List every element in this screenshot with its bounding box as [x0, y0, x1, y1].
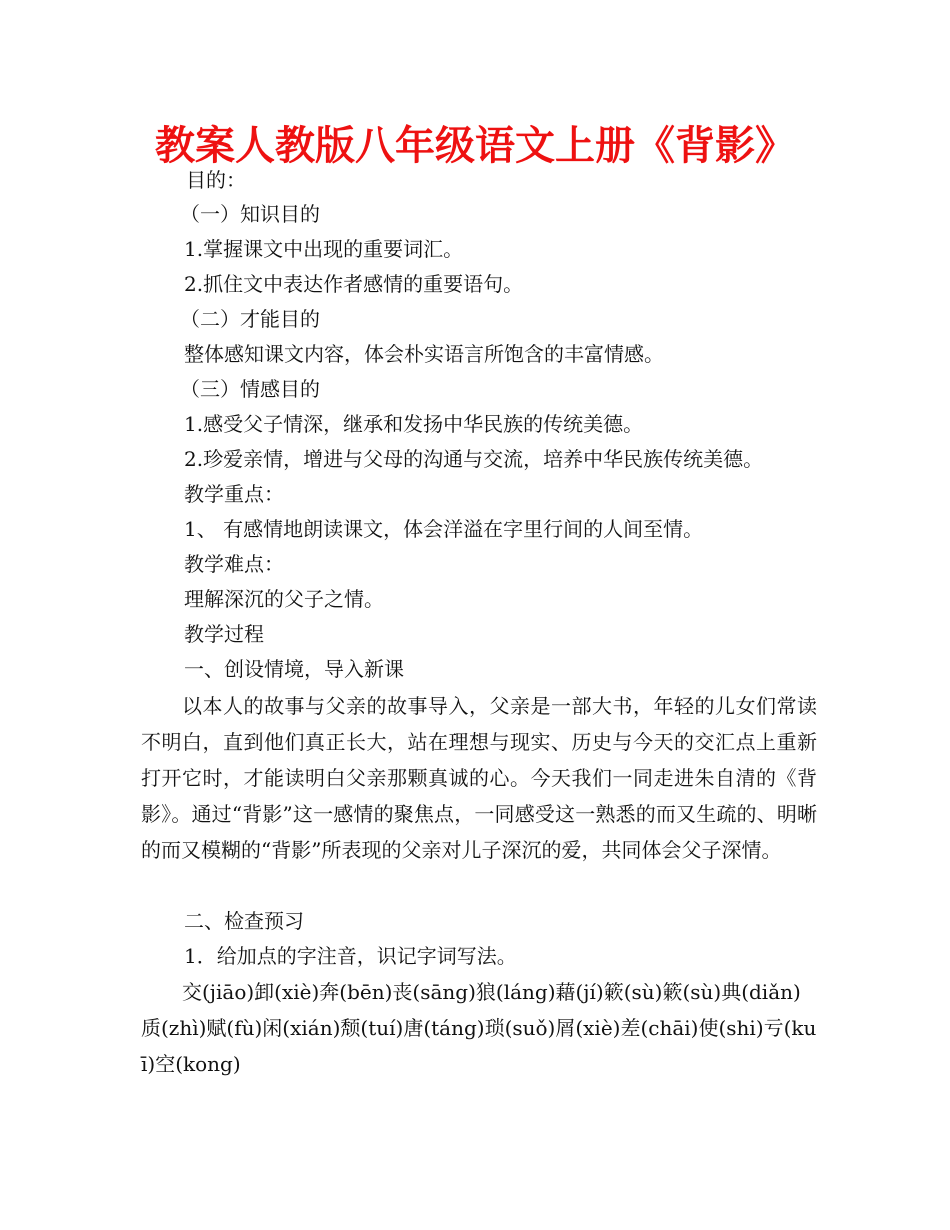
text-line: 教学过程 — [184, 622, 264, 646]
text-line: 理解深沉的父子之情。 — [184, 587, 384, 611]
section-heading: 二、检查预习 — [184, 909, 304, 933]
text-line: 1、 有感情地朗读课文，体会洋溢在字里行间的人间至情。 — [184, 517, 704, 541]
pinyin-paragraph: 交(jiāo)卸(xiè)奔(bēn)丧(sāng)狼(láng)藉(jí)簌(sù)簌(sù)典(diǎn)质(zhì)赋(fù)闲(xián)颓(tuí)唐(táng)琐(suǒ)屑(xiè)差(chāi)使(shi)亏(kuī)空(kong) — [141, 980, 817, 1076]
text-line: 2.抓住文中表达作者感情的重要语句。 — [184, 272, 524, 296]
text-line: （一）知识目的 — [180, 202, 320, 226]
text-line: 一、创设情境，导入新课 — [184, 657, 404, 681]
text-line: 目的： — [186, 168, 246, 192]
text-line: 教学难点： — [184, 552, 284, 576]
text-line: 教学重点： — [184, 482, 284, 506]
intro-paragraph: 以本人的故事与父亲的故事导入，父亲是一部大书，年轻的儿女们常读不明白，直到他们真正长大，站在理想与现实、历史与今天的交汇点上重新打开它时，才能读明白父亲那颗真诚的心。今天我们一同走进朱自清的《背影》。通过“背影”这一感情的聚焦点，一同感受这一熟悉的而又生疏的、明晰的而又模糊的“背影”所表现的父亲对儿子深沉的爱，共同体会父子深情。 — [141, 694, 817, 862]
text-line: 1.掌握课文中出现的重要词汇。 — [184, 237, 464, 261]
text-line: （三）情感目的 — [180, 377, 320, 401]
document-title: 教案人教版八年级语文上册《背影》 — [155, 123, 795, 169]
text-line: （二）才能目的 — [180, 307, 320, 331]
text-line: 整体感知课文内容，体会朴实语言所饱含的丰富情感。 — [184, 342, 664, 366]
text-line: 1．给加点的字注音，识记字词写法。 — [184, 944, 517, 968]
text-line: 1.感受父子情深，继承和发扬中华民族的传统美德。 — [184, 412, 644, 436]
text-line: 2.珍爱亲情，增进与父母的沟通与交流，培养中华民族传统美德。 — [184, 447, 764, 471]
